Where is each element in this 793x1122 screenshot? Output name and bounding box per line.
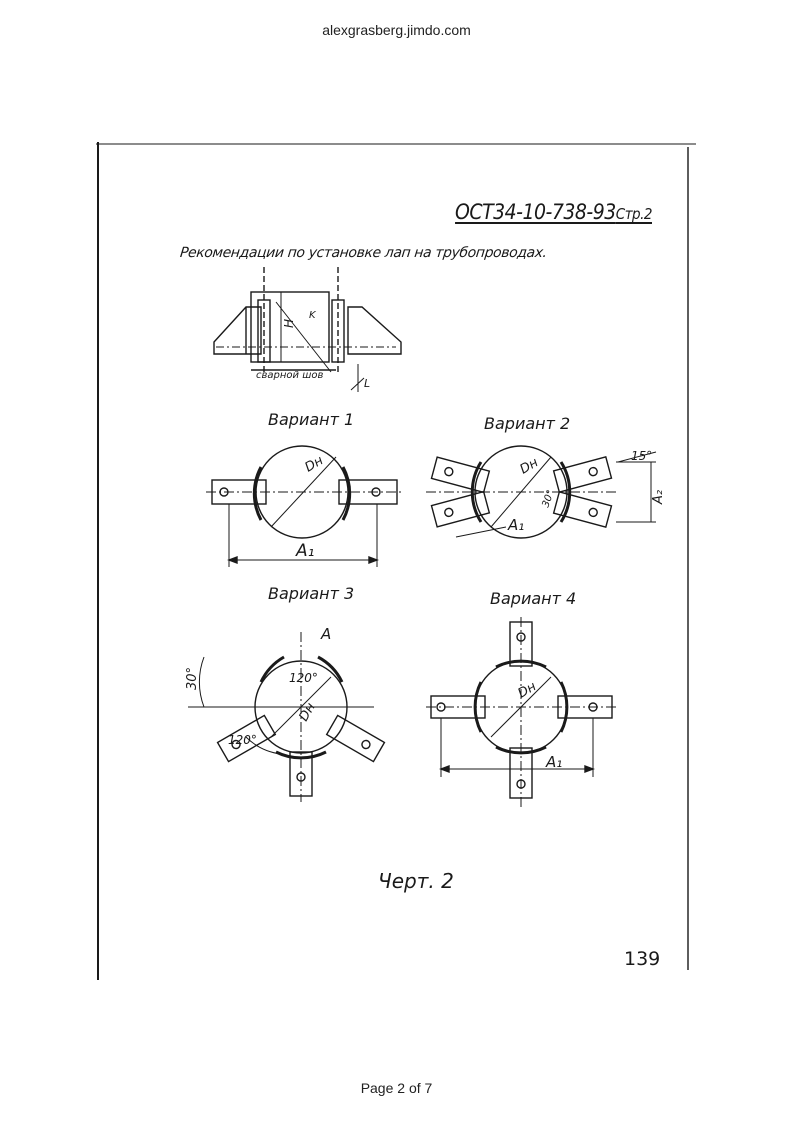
v3-angle30-label: 30° [185,666,200,690]
dim-h-label: H [282,318,296,328]
document-code-text: ОСТ34-10-738-93 [455,200,616,224]
document-code [455,200,652,224]
v2-a2-label: A₂ [651,489,666,504]
page-label: Стр.2 [615,205,652,223]
sheet-number: 139 [624,948,661,970]
recommendation-title: Рекомендации по установке лап на трубопроводах. [179,245,548,261]
site-header: alexgrasberg.jimdo.com [322,22,471,38]
v2-angle15-label: 15° [631,449,653,463]
note-k-label: K [309,310,316,321]
variant-4-drawing [426,617,616,807]
scanned-sheet [96,142,696,982]
variant-1-label: Вариант 1 [268,410,355,429]
v3-angle120-top-label: 120° [289,671,318,685]
v2-dn-label: Dн [517,455,542,478]
v2-angle30-label: 30° [540,488,557,510]
v3-dn-label: Dн [296,700,319,724]
v3-a-label: A [321,625,332,643]
technical-drawing [96,142,696,982]
figure-caption: Черт. 2 [378,869,454,893]
v4-dn-label: Dн [515,679,540,702]
v1-a1-label: A₁ [296,541,315,561]
dim-l-label: L [364,377,371,390]
v4-a1-label: A₁ [546,753,563,771]
variant-2-drawing [426,446,656,538]
variant-3-label: Вариант 3 [268,584,355,603]
v1-dn-label: Dн [302,453,327,476]
variant-4-label: Вариант 4 [490,589,577,608]
v3-angle120-bottom-label: 120° [228,733,257,747]
pagination: Page 2 of 7 [360,1080,433,1096]
v2-a1-label: A₁ [508,516,525,534]
variant-2-label: Вариант 2 [484,414,571,433]
weld-label: сварной шов [256,370,324,381]
variant-3-drawing [188,632,384,802]
